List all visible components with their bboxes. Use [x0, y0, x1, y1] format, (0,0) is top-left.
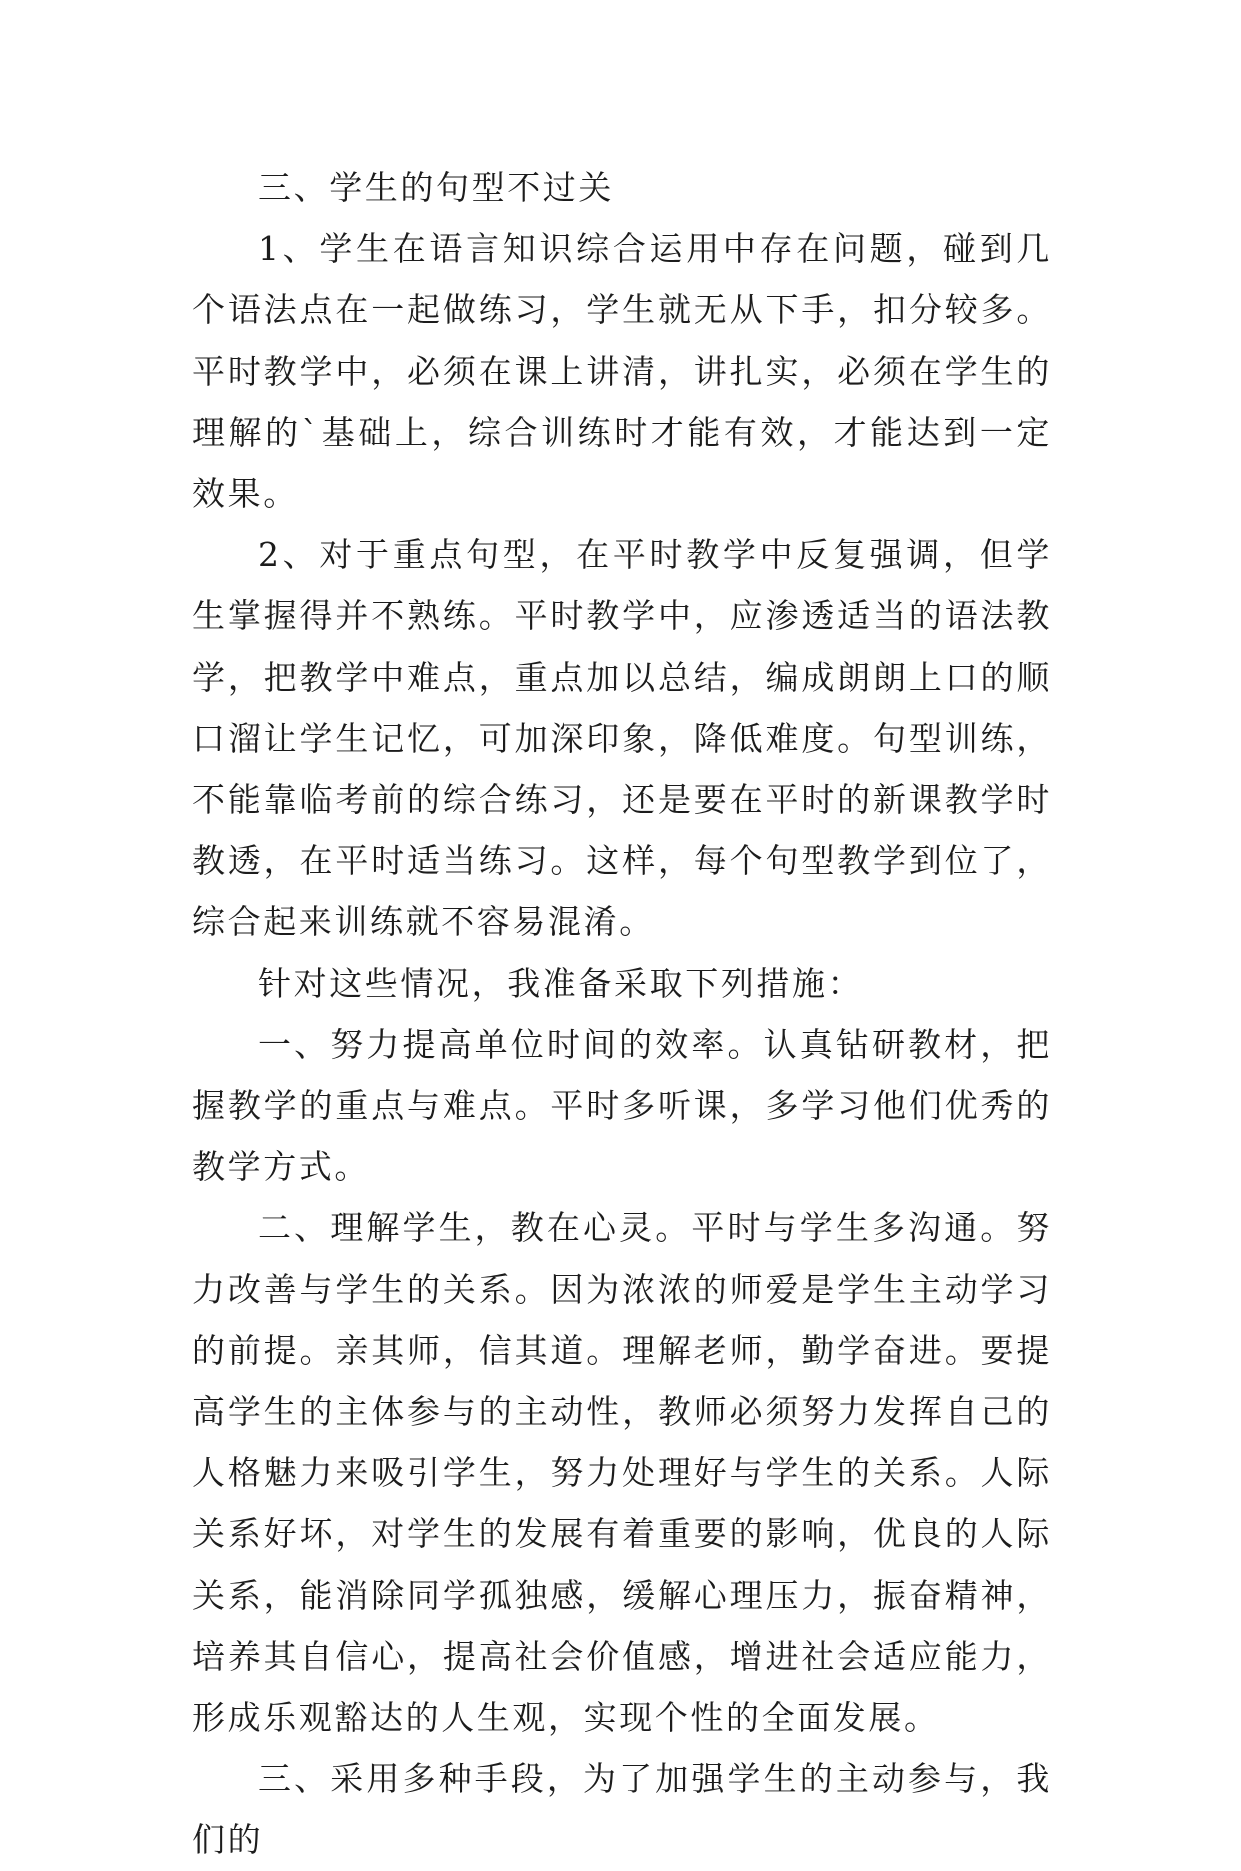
- paragraph-measures-intro: 针对这些情况，我准备采取下列措施：: [258, 963, 864, 1003]
- paragraph-measure-1: 一、努力提高单位时间的效率。认真钻研教材，把握教学的重点与难点。平时多听课，多学习他们优秀的教学方式。: [192, 1024, 1052, 1187]
- paragraph-measure-2: 二、理解学生，教在心灵。平时与学生多沟通。努力改善与学生的关系。因为浓浓的师爱是学生主动学习的前提。亲其师，信其道。理解老师，勤学奋进。要提高学生的主体参与的主动性，教师必须努力发挥自己的人格魅力来吸引学生，努力处理好与学生的关系。人际关系好坏，对学生的发展有着重要的影响，优良的人际关系，能消除同学孤独感，缓解心理压力，振奋精神，培养其自信心，提高社会价值感，增进社会适应能力，形成乐观豁达的人生观，实现个性的全面发展。: [192, 1208, 1052, 1738]
- paragraph-point-1: 1、学生在语言知识综合运用中存在问题，碰到几个语法点在一起做练习，学生就无从下手，扣分较多。平时教学中，必须在课上讲清，讲扎实，必须在学生的理解的`基础上，综合训练时才能有效，才能达到一定效果。: [192, 229, 1052, 514]
- section-heading-sentence-patterns: 三、学生的句型不过关: [258, 168, 614, 207]
- document-body: [192, 157, 1052, 1871]
- paragraph-measure-3: 三、采用多种手段，为了加强学生的主动参与，我们的: [192, 1759, 1052, 1860]
- paragraph-point-2: 2、对于重点句型，在平时教学中反复强调，但学生掌握得并不熟练。平时教学中，应渗透适当的语法教学，把教学中难点，重点加以总结，编成朗朗上口的顺口溜让学生记忆，可加深印象，降低难度。句型训练，不能靠临考前的综合练习，还是要在平时的新课教学时教透，在平时适当练习。这样，每个句型教学到位了，综合起来训练就不容易混淆。: [192, 535, 1052, 942]
